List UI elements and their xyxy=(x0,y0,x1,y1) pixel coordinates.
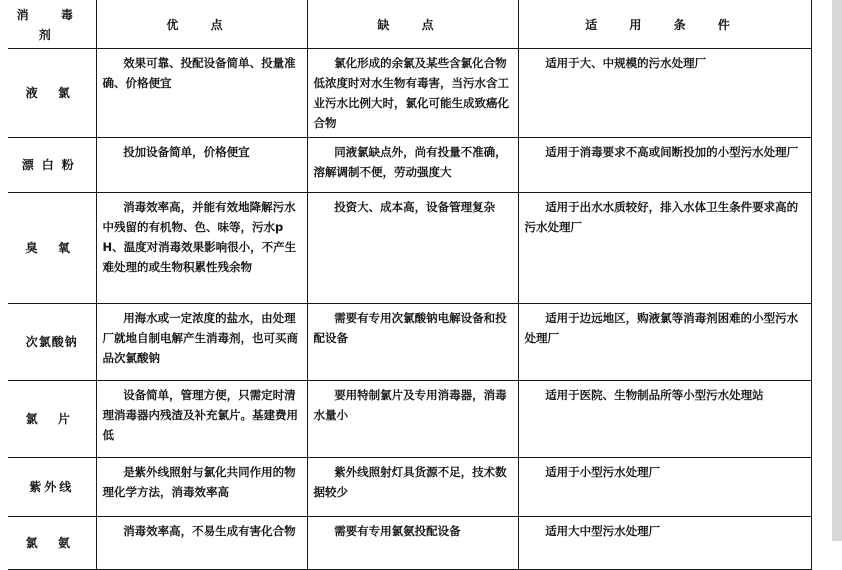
disadvantages-cell: 需要有专用次氯酸钠电解设备和投配设备 xyxy=(307,304,518,381)
disinfectant-name: 紫外线 xyxy=(8,458,96,517)
disinfectant-name: 漂白粉 xyxy=(8,138,96,193)
advantages-cell: 投加设备简单，价格便宜 xyxy=(96,138,307,193)
advantages-cell: 消毒效率高，不易生成有害化合物 xyxy=(96,517,307,570)
disinfectant-name: 臭 氧 xyxy=(8,193,96,304)
disadvantages-cell: 投资大、成本高，设备管理复杂 xyxy=(307,193,518,304)
disadvantages-cell: 要用特制氯片及专用消毒器，消毒水量小 xyxy=(307,381,518,458)
disadvantages-cell: 需要有专用氯氨投配设备 xyxy=(307,517,518,570)
disinfectant-name: 氯 氨 xyxy=(8,517,96,570)
conditions-cell: 适用于大、中规模的污水处理厂 xyxy=(518,49,811,138)
disinfectant-name: 氯 片 xyxy=(8,381,96,458)
header-conditions: 适 用 条 件 xyxy=(518,0,811,49)
scrollbar-track[interactable] xyxy=(832,0,842,541)
disadvantages-cell: 紫外线照射灯具货源不足，技术数据较少 xyxy=(307,458,518,517)
conditions-cell: 适用于消毒要求不高或间断投加的小型污水处理厂 xyxy=(518,138,811,193)
advantages-cell: 设备简单，管理方便，只需定时清理消毒器内残渣及补充氯片。基建费用低 xyxy=(96,381,307,458)
advantages-cell: 是紫外线照射与氯化共同作用的物理化学方法，消毒效率高 xyxy=(96,458,307,517)
conditions-cell: 适用于医院、生物制品所等小型污水处理站 xyxy=(518,381,811,458)
table-row xyxy=(8,458,811,517)
conditions-cell: 适用于出水水质较好，排入水体卫生条件要求高的污水处理厂 xyxy=(518,193,811,304)
disinfectant-comparison-table xyxy=(8,0,812,570)
table-row xyxy=(8,517,811,570)
advantages-cell: 用海水或一定浓度的盐水，由处理厂就地自制电解产生消毒剂，也可买商品次氯酸钠 xyxy=(96,304,307,381)
conditions-cell: 适用于边远地区，购液氯等消毒剂困难的小型污水处理厂 xyxy=(518,304,811,381)
table-row xyxy=(8,193,811,304)
disadvantages-cell: 氯化形成的余氯及某些含氯化合物低浓度时对水生物有毒害，当污水含工业污水比例大时，氯化可能生成致癌化合物 xyxy=(307,49,518,138)
table-header-row xyxy=(8,0,811,49)
conditions-cell: 适用大中型污水处理厂 xyxy=(518,517,811,570)
table-row xyxy=(8,304,811,381)
conditions-cell: 适用于小型污水处理厂 xyxy=(518,458,811,517)
disinfectant-name: 次氯酸钠 xyxy=(8,304,96,381)
disadvantages-cell: 同液氯缺点外，尚有投量不准确，溶解调制不便，劳动强度大 xyxy=(307,138,518,193)
header-disinfectant: 消 毒 剂 xyxy=(8,0,96,49)
header-advantages: 优 点 xyxy=(96,0,307,49)
header-disadvantages: 缺 点 xyxy=(307,0,518,49)
advantages-cell: 效果可靠、投配设备简单、投量准确、价格便宜 xyxy=(96,49,307,138)
table-row xyxy=(8,138,811,193)
advantages-cell: 消毒效率高，并能有效地降解污水中残留的有机物、色、味等，污水pH、温度对消毒效果影响很小，不产生难处理的或生物积累性残余物 xyxy=(96,193,307,304)
disinfectant-name: 液 氯 xyxy=(8,49,96,138)
table-row xyxy=(8,381,811,458)
table-row xyxy=(8,49,811,138)
